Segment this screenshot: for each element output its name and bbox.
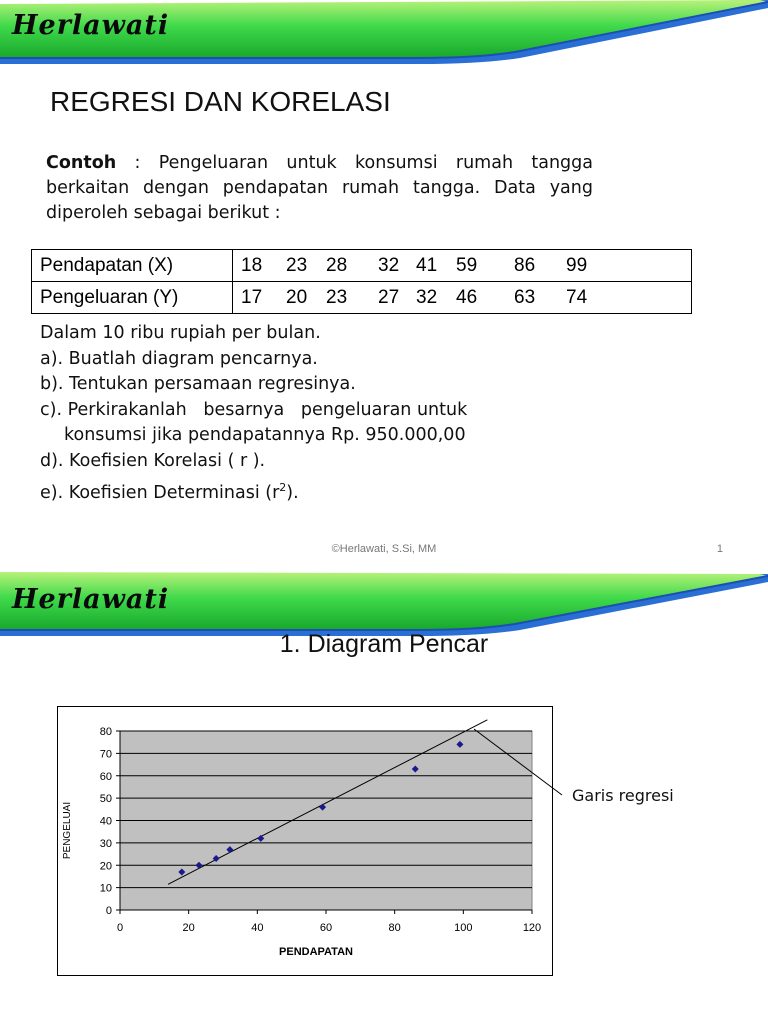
table-cell: 32 [416,286,438,308]
question-c-line1: c). Perkirakanlah besarnya pengeluaran untuk [40,399,468,420]
y-tick-label: 10 [99,882,112,895]
x-axis-label: PENDAPATAN [279,946,353,958]
y-tick-label: 40 [99,815,112,828]
table-cell: 27 [378,286,400,308]
table-cell: 86 [514,254,536,276]
table-cell: 23 [286,254,308,276]
table-cell: 20 [286,286,308,308]
y-tick-label: 60 [99,770,112,783]
question-e [40,475,467,506]
x-tick-label: 120 [522,922,542,934]
question-a: a). Buatlah diagram pencarnya. [40,348,318,369]
table-cell: 32 [378,254,400,276]
x-tick-label: 60 [319,922,333,934]
x-tick-label: 0 [116,922,124,934]
x-tick-label: 80 [388,922,401,934]
row-values-x [233,250,692,282]
table-cell: 28 [326,254,348,276]
chart-frame [57,706,553,976]
callout-label: Garis regresi [572,786,674,805]
footer-copyright: ©Herlawati, S.Si, MM [331,543,437,555]
y-tick-label: 80 [99,726,112,738]
brand-logo-text: Herlawati [12,10,170,41]
table-cell: 59 [456,254,478,276]
table-cell: 23 [326,286,348,308]
y-tick-label: 0 [105,905,112,917]
table-cell: 46 [456,286,478,308]
brand-logo-text: Herlawati [12,584,170,615]
question-d: d). Koefisien Korelasi ( r ). [40,450,266,471]
intro-text: : Pengeluaran untuk konsumsi rumah tangga berkaitan dengan pendapatan rumah tangga. Data yang diperoleh sebagai berikut : [46,153,593,223]
table-cell: 63 [514,286,536,308]
intro-bold: Contoh [46,153,117,173]
y-axis-label: PENGELUAI [62,801,73,860]
table-cell: 41 [416,254,438,276]
question-b: b). Tentukan persamaan regresinya. [40,374,356,395]
page-number: 1 [716,543,723,555]
question-e-close: ). [286,482,299,503]
row-values-y [233,282,692,314]
unit-note: Dalam 10 ribu rupiah per bulan. [40,323,321,343]
scatter-chart [58,707,552,975]
question-c-line2: konsumsi jika pendapatannya Rp. 950.000,00 [64,425,466,446]
table-cell: 99 [566,254,588,276]
question-e-text: e). Koefisien Determinasi (r [40,482,280,503]
table-cell: 17 [241,286,263,308]
row-label-y: Pengeluaran (Y) [32,282,233,314]
question-e-superscript: 2 [279,480,287,494]
row-label-x: Pendapatan (X) [32,250,233,282]
y-tick-label: 30 [99,837,112,850]
x-tick-label: 40 [251,922,264,934]
table-row [32,282,692,314]
y-tick-label: 20 [99,860,112,873]
chart-page-title: 1. Diagram Pencar [279,630,489,658]
page-title: REGRESI DAN KORELASI [50,86,391,117]
table-cell: 18 [241,254,263,276]
intro-paragraph [46,151,593,226]
y-tick-label: 70 [99,748,112,761]
data-table [31,249,692,314]
table-row [32,250,692,282]
question-list [40,321,467,506]
slide-2 [0,568,768,1024]
table-cell: 74 [566,286,588,308]
y-tick-label: 50 [99,793,112,806]
x-tick-label: 20 [182,922,195,934]
x-tick-label: 100 [454,922,473,934]
